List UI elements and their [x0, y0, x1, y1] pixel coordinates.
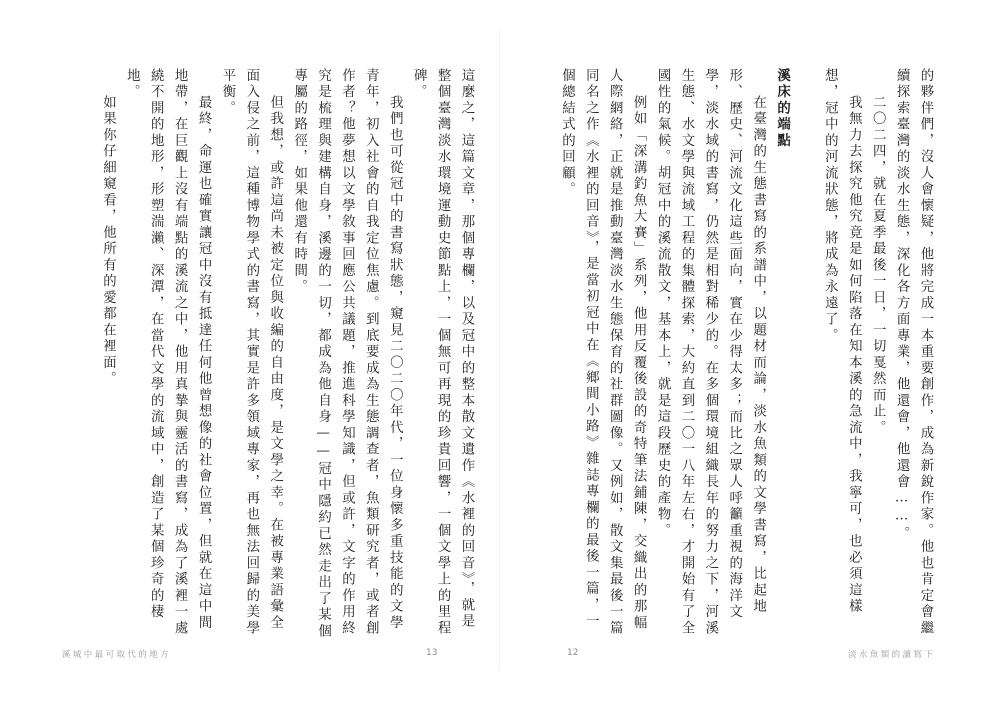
paragraph: 在臺灣的生態書寫的系譜中，以題材而論，淡水魚類的文學書寫，比起地形、歷史、河流文化這些面向，實在少得太多；而比之眾人呼籲重視的海洋文學，淡水域的書寫，仍然是相對稀少的。在多個環境組織長年的努力之下，河溪生態、水文學與流域工程的集體探索，大約直到二〇一八年左右，才開始有了全國性的氣候。胡冠中的溪流散文，基本上，就是這段歷史的產物。	[655, 68, 766, 637]
paragraph: 最終，命運也確實讓冠中沒有抵達任何他曾想像的社會位置，但就在這中間地帶，在巨觀上沒有端點的溪流之中，他用真摯與靈活的書寫，成為了溪裡一處繞不開的地形，形塑湍瀨、深潭，在當代文學的流域中，創造了某個珍奇的棲地。	[124, 68, 212, 637]
page-gutter	[499, 30, 500, 670]
left-page-number: 13	[426, 648, 438, 658]
right-running-head: 淡水魚類的讀寫下	[848, 650, 936, 660]
paragraph: 我們也可從冠中的書寫狀態，窺見二〇二〇年代，一位身懷多重技能的文學青年，初入社會的自我定位焦慮。到底要成為生態調查者，魚類研究者，或者創作者？他夢想以文學敘事回應公共議題，推進科學知識，但或許，文字的作用終究是梳理與建構自身，溪邊的一切，都成為他自身——冠中隱約已然走出了某個專屬的路徑，如果他還有時間。	[291, 68, 403, 640]
paragraph: 但我想，或許這尚未被定位與收編的自由度，是文學之幸。在被專業語彙全面入侵之前，這種博物學式的書寫，其實是許多領域專家，再也無法回歸的美學平衡。	[219, 68, 283, 637]
paragraph: 例如「深溝釣魚大賽」系列，他用反覆後設的奇特筆法鋪陳，交織出的那幅人際網絡，正就是推動臺灣淡水生態保育的社群圖像。又例如，散文集最後一篇同名之作《水裡的回音》，是當初冠中在《鄉間小路》雜誌專欄的最後一篇，一個總結式的回顧。	[559, 68, 647, 637]
paragraph: 的夥伴們，沒人會懷疑，他將完成一本重要創作，成為新銳作家。他也肯定會繼續探索臺灣的淡水生態，深化各方面專業，他還會，他還會……。	[894, 68, 933, 637]
section-heading: 溪床的端點	[774, 68, 790, 150]
right-page-number: 12	[567, 648, 579, 658]
left-page-text	[100, 68, 478, 643]
left-running-head: 溪城中最可取代的地方	[62, 650, 172, 660]
paragraph: 如果你仔細窺看，他所有的愛都在裡面。	[100, 94, 116, 388]
right-page-text	[559, 68, 937, 643]
paragraph: 這麼之，這篇文章，那個專欄，以及冠中的整本散文遺作《水裡的回音》，就是整個臺灣淡水環境運動史節點上，一個無可再現的珍貴回響，一個文學上的里程碑。	[411, 68, 474, 637]
paragraph: 二〇二四，就在夏季最後一日，一切戛然而止。	[870, 94, 886, 437]
blank-line	[794, 68, 818, 643]
paragraph: 我無力去探究他究竟是如何陷落在知本溪的急流中，我寧可，也必須這樣想，冠中的河流狀態，將成為永遠了。	[822, 68, 862, 615]
